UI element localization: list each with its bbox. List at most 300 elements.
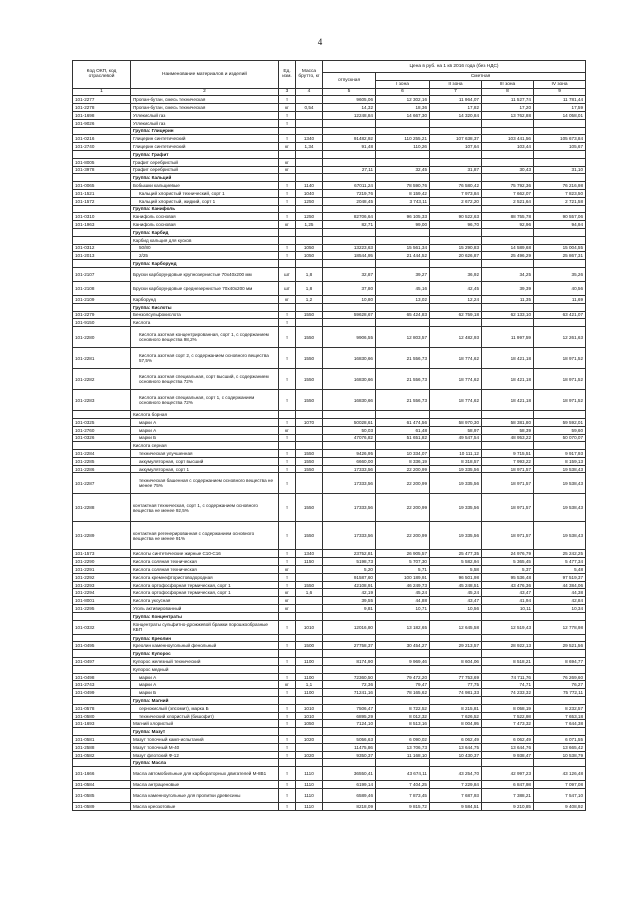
cell-name: Купорос железный технический — [131, 658, 279, 666]
cell-zone-1: 13 182,65 — [376, 620, 430, 634]
cell-code: 101-0584 — [73, 781, 131, 789]
cell-price: 42108,91 — [323, 581, 376, 589]
cell-zone-1 — [376, 228, 430, 236]
cell-zone-4: 50 070,07 — [534, 434, 586, 442]
table-row — [73, 558, 586, 566]
cell-price — [323, 236, 376, 244]
cell-price: 7124,10 — [323, 720, 376, 728]
cell-zone-3: 13 644,76 — [482, 743, 534, 751]
cell-zone-3: 18 971,57 — [482, 522, 534, 550]
cell-mass: 1100 — [296, 658, 323, 666]
cell-unit — [279, 174, 296, 182]
cell-zone-1: 22 200,99 — [376, 494, 430, 522]
cell-name: Мазут топочный камп-испытаний — [131, 736, 279, 744]
cell-zone-3 — [482, 127, 534, 135]
cell-zone-4: 10 538,79 — [534, 751, 586, 759]
cell-mass — [296, 442, 323, 450]
cell-name: контактная регенерированная с содержанием основного вещества не менее 91% — [131, 522, 279, 550]
cell-zone-4: 59,60 — [534, 426, 586, 434]
table-row — [73, 767, 586, 781]
cell-zone-3: 88 755,78 — [482, 213, 534, 221]
table-row — [73, 369, 586, 390]
cell-price — [323, 650, 376, 658]
group-row — [73, 697, 586, 705]
cell-zone-1: 45,24 — [376, 589, 430, 597]
cell-mass — [296, 111, 323, 119]
cell-zone-3 — [482, 665, 534, 673]
cell-unit — [279, 236, 296, 244]
col-num: 1 — [73, 88, 131, 96]
cell-mass — [296, 174, 323, 182]
cell-price: 9426,95 — [323, 450, 376, 458]
table-row — [73, 221, 586, 229]
cell-unit: т — [279, 434, 296, 442]
cell-name: Мазут топочный М-40 — [131, 743, 279, 751]
cell-zone-4: 76 269,60 — [534, 673, 586, 681]
header-zone-3: III зона — [482, 80, 534, 88]
cell-mass: 1,8 — [296, 267, 323, 281]
cell-name: Углекислый газ — [131, 119, 279, 127]
cell-name: Кислота соляная техническая — [131, 558, 279, 566]
cell-zone-3: 74,71 — [482, 681, 534, 689]
cell-zone-2: 96 501,98 — [430, 573, 482, 581]
cell-name: Группа: Карборунд — [131, 260, 279, 268]
cell-code: 101-0589 — [73, 803, 131, 811]
cell-unit — [279, 650, 296, 658]
cell-zone-3: 9 715,51 — [482, 450, 534, 458]
cell-price: 9350,37 — [323, 751, 376, 759]
cell-zone-3 — [482, 119, 534, 127]
cell-mass: 1020 — [296, 751, 323, 759]
cell-zone-2: 49 547,54 — [430, 434, 482, 442]
cell-zone-3 — [482, 174, 534, 182]
cell-code: 101-0581 — [73, 736, 131, 744]
cell-mass — [296, 566, 323, 574]
cell-name: Графит серебристый — [131, 158, 279, 166]
cell-zone-3 — [482, 759, 534, 767]
cell-zone-4: 15 004,55 — [534, 244, 586, 252]
cell-unit: т — [279, 252, 296, 260]
table-row — [73, 135, 586, 143]
cell-zone-4 — [534, 119, 586, 127]
cell-zone-4: 75 772,11 — [534, 689, 586, 697]
cell-code — [73, 228, 131, 236]
cell-mass — [296, 158, 323, 166]
cell-zone-4 — [534, 174, 586, 182]
cell-name: Кислота азотная специальная, сорт высший, с содержанием основного вещества 72% — [131, 369, 279, 390]
cell-price: 91482,92 — [323, 135, 376, 143]
cell-mass — [296, 96, 323, 104]
cell-code: 101-3978 — [73, 166, 131, 174]
cell-zone-2: 96,70 — [430, 221, 482, 229]
cell-zone-2: 74 981,33 — [430, 689, 482, 697]
cell-price — [323, 697, 376, 705]
cell-zone-2 — [430, 260, 482, 268]
table-row — [73, 457, 586, 465]
cell-zone-3: 9 938,47 — [482, 751, 534, 759]
cell-zone-4: 8 694,77 — [534, 658, 586, 666]
cell-zone-3: 58 381,80 — [482, 418, 534, 426]
cell-zone-2: 2 672,20 — [430, 197, 482, 205]
cell-zone-4: 14 058,01 — [534, 111, 586, 119]
table-row — [73, 166, 586, 174]
cell-code: 101-2281 — [73, 348, 131, 369]
cell-zone-1: 32,45 — [376, 166, 430, 174]
cell-price — [323, 119, 376, 127]
cell-unit: кг — [279, 681, 296, 689]
cell-zone-1: 78 165,62 — [376, 689, 430, 697]
cell-zone-1: 3 743,11 — [376, 197, 430, 205]
table-row — [73, 704, 586, 712]
cell-name: Пропан-бутан, смесь техническая — [131, 104, 279, 112]
cell-code: 101-2293 — [73, 581, 131, 589]
cell-zone-4: 7 097,08 — [534, 781, 586, 789]
cell-zone-2 — [430, 127, 482, 135]
cell-zone-4 — [534, 759, 586, 767]
cell-name: Кислоты синтетические жирные С10-С16 — [131, 550, 279, 558]
cell-unit: т — [279, 111, 296, 119]
cell-code — [73, 759, 131, 767]
cell-zone-3: 58,39 — [482, 426, 534, 434]
table-row — [73, 411, 586, 419]
cell-price — [323, 612, 376, 620]
cell-code: 101-0312 — [73, 244, 131, 252]
cell-unit: т — [279, 119, 296, 127]
table-row — [73, 642, 586, 650]
cell-code — [73, 665, 131, 673]
cell-price: 72360,50 — [323, 673, 376, 681]
cell-zone-2: 5 582,94 — [430, 558, 482, 566]
cell-zone-1 — [376, 411, 430, 419]
table-row — [73, 390, 586, 411]
cell-price: 16830,66 — [323, 369, 376, 390]
table-row — [73, 751, 586, 759]
cell-name: Кислота азотная специальная, сорт 1, с содержанием основного вещества 72% — [131, 390, 279, 411]
cell-zone-4: 8 159,13 — [534, 457, 586, 465]
cell-code: 101-9026 — [73, 119, 131, 127]
table-row — [73, 418, 586, 426]
cell-zone-4: 9 917,93 — [534, 450, 586, 458]
cell-code: 101-0310 — [73, 213, 131, 221]
cell-zone-1: 22 200,99 — [376, 522, 430, 550]
cell-zone-4 — [534, 127, 586, 135]
cell-unit: кг — [279, 597, 296, 605]
cell-zone-1: 96 105,33 — [376, 213, 430, 221]
cell-code — [73, 728, 131, 736]
cell-zone-1: 12 302,16 — [376, 96, 430, 104]
table-row — [73, 620, 586, 634]
cell-code — [73, 260, 131, 268]
cell-name: Кислота соляная техническая — [131, 566, 279, 574]
cell-price: 5,20 — [323, 566, 376, 574]
cell-zone-1: 18,36 — [376, 104, 430, 112]
cell-zone-3: 25 496,29 — [482, 252, 534, 260]
cell-zone-1 — [376, 303, 430, 311]
cell-zone-1: 14 667,30 — [376, 111, 430, 119]
table-row — [73, 327, 586, 348]
table-row — [73, 213, 586, 221]
cell-unit — [279, 303, 296, 311]
cell-zone-4 — [534, 303, 586, 311]
cell-name: Глицерин синтетический — [131, 135, 279, 143]
cell-unit: кг — [279, 605, 296, 613]
cell-zone-1: 8 722,52 — [376, 704, 430, 712]
cell-mass — [296, 665, 323, 673]
cell-zone-4: 7 653,18 — [534, 712, 586, 720]
cell-price: 17333,56 — [323, 473, 376, 494]
cell-name: Карборунд — [131, 295, 279, 303]
table-row — [73, 236, 586, 244]
cell-code: 101-2295 — [73, 605, 131, 613]
cell-zone-3: 18 421,18 — [482, 390, 534, 411]
cell-zone-1 — [376, 127, 430, 135]
cell-zone-3: 95 536,48 — [482, 573, 534, 581]
cell-name: Группа: Графит — [131, 150, 279, 158]
cell-zone-4: 2 721,58 — [534, 197, 586, 205]
cell-zone-3: 6 847,98 — [482, 781, 534, 789]
cell-mass — [296, 260, 323, 268]
cell-mass: 1550 — [296, 457, 323, 465]
cell-name: технический хлористый (бишофит) — [131, 712, 279, 720]
col-num: 9 — [534, 88, 586, 96]
cell-name: Бруски карборундовые крупнозернистые 70х40х200 мм — [131, 267, 279, 281]
cell-unit — [279, 612, 296, 620]
cell-zone-2: 45 248,51 — [430, 581, 482, 589]
table-row — [73, 522, 586, 550]
cell-mass: 1,8 — [296, 281, 323, 295]
cell-zone-4: 25 242,25 — [534, 550, 586, 558]
cell-unit — [279, 411, 296, 419]
cell-name: Группа: Концентраты — [131, 612, 279, 620]
cell-mass: 1250 — [296, 197, 323, 205]
cell-mass — [296, 634, 323, 642]
group-row — [73, 728, 586, 736]
cell-zone-1: 7 873,45 — [376, 789, 430, 803]
cell-price: 13223,63 — [323, 244, 376, 252]
cell-unit: т — [279, 450, 296, 458]
cell-zone-2: 12 482,93 — [430, 327, 482, 348]
cell-unit: т — [279, 658, 296, 666]
cell-code: 101-2288 — [73, 494, 131, 522]
cell-name: техническая башенная с содержанием основного вещества не менее 75% — [131, 473, 279, 494]
group-row — [73, 260, 586, 268]
cell-zone-2: 19 335,56 — [430, 522, 482, 550]
cell-zone-4 — [534, 634, 586, 642]
cell-zone-1: 21 556,73 — [376, 369, 430, 390]
cell-price — [323, 228, 376, 236]
cell-code — [73, 634, 131, 642]
cell-unit: т — [279, 751, 296, 759]
cell-zone-1: 8 012,32 — [376, 712, 430, 720]
cell-price: 47076,82 — [323, 434, 376, 442]
cell-zone-1: 10,71 — [376, 605, 430, 613]
cell-zone-2: 7 973,84 — [430, 189, 482, 197]
cell-name: Кислота ортофосфорная термическая, сорт 1 — [131, 581, 279, 589]
cell-price: 72,36 — [323, 681, 376, 689]
cell-unit: шт — [279, 281, 296, 295]
cell-name: Кислота уксусная — [131, 597, 279, 605]
cell-code: 101-0578 — [73, 704, 131, 712]
cell-name: Креолин каменноугольный фенольный — [131, 642, 279, 650]
cell-zone-3 — [482, 697, 534, 705]
cell-zone-1: 44,88 — [376, 597, 430, 605]
cell-zone-2: 62 759,18 — [430, 311, 482, 319]
cell-name: 50/80 — [131, 244, 279, 252]
cell-mass — [296, 697, 323, 705]
cell-name: Графит серебристый — [131, 166, 279, 174]
cell-zone-3: 14 589,68 — [482, 244, 534, 252]
cell-zone-4: 97 519,37 — [534, 573, 586, 581]
cell-price: 9605,06 — [323, 96, 376, 104]
cell-name: Масла каменноугольные для пропитки древесины — [131, 789, 279, 803]
cell-zone-1 — [376, 612, 430, 620]
cell-mass — [296, 759, 323, 767]
cell-zone-4: 9 408,92 — [534, 803, 586, 811]
cell-mass: 1100 — [296, 673, 323, 681]
cell-zone-2 — [430, 150, 482, 158]
cell-zone-4: 19 538,43 — [534, 465, 586, 473]
group-row — [73, 303, 586, 311]
cell-mass: 1,6 — [296, 589, 323, 597]
cell-mass: 1110 — [296, 803, 323, 811]
cell-unit: кг — [279, 143, 296, 151]
cell-unit: т — [279, 213, 296, 221]
cell-unit: т — [279, 704, 296, 712]
cell-unit: т — [279, 473, 296, 494]
cell-zone-2: 18 774,62 — [430, 369, 482, 390]
cell-mass: 1550 — [296, 311, 323, 319]
cell-name: Группа: Кислоты — [131, 303, 279, 311]
cell-name: Масла креозотовые — [131, 803, 279, 811]
cell-zone-4 — [534, 411, 586, 419]
cell-zone-1: 30 454,27 — [376, 642, 430, 650]
table-row — [73, 597, 586, 605]
cell-zone-3 — [482, 236, 534, 244]
cell-code: 101-2279 — [73, 311, 131, 319]
cell-code: 101-0585 — [73, 789, 131, 803]
cell-zone-3: 74 711,76 — [482, 673, 534, 681]
cell-code: 101-2292 — [73, 573, 131, 581]
cell-name: марки А — [131, 418, 279, 426]
cell-zone-3: 11 997,59 — [482, 327, 534, 348]
cell-unit: т — [279, 327, 296, 348]
cell-zone-2: 18 774,62 — [430, 348, 482, 369]
cell-zone-1: 21 444,52 — [376, 252, 430, 260]
cell-zone-1: 12 803,57 — [376, 327, 430, 348]
cell-zone-4: 11 781,44 — [534, 96, 586, 104]
table-row — [73, 681, 586, 689]
cell-price: 42,19 — [323, 589, 376, 597]
cell-zone-2: 18 774,62 — [430, 390, 482, 411]
cell-price: 50028,61 — [323, 418, 376, 426]
table-row — [73, 658, 586, 666]
cell-code: 101-2588 — [73, 743, 131, 751]
cell-zone-1: 43 674,11 — [376, 767, 430, 781]
cell-unit: кг — [279, 295, 296, 303]
table-row — [73, 189, 586, 197]
cell-unit: кг — [279, 104, 296, 112]
cell-zone-3: 8 058,19 — [482, 704, 534, 712]
cell-zone-4: 7 547,10 — [534, 789, 586, 803]
cell-unit: кг — [279, 589, 296, 597]
cell-zone-3: 103 441,56 — [482, 135, 534, 143]
cell-zone-4: 19 538,43 — [534, 522, 586, 550]
cell-zone-4: 90 557,06 — [534, 213, 586, 221]
cell-code: 101-0582 — [73, 751, 131, 759]
cell-mass — [296, 605, 323, 613]
table-row — [73, 111, 586, 119]
cell-zone-2 — [430, 759, 482, 767]
col-num: 4 — [296, 88, 323, 96]
cell-code: 101-1693 — [73, 720, 131, 728]
cell-price — [323, 319, 376, 327]
cell-zone-3: 62 133,10 — [482, 311, 534, 319]
cell-price: 50,03 — [323, 426, 376, 434]
cell-zone-2: 8 604,06 — [430, 658, 482, 666]
table-row — [73, 550, 586, 558]
cell-zone-2: 58 970,30 — [430, 418, 482, 426]
cell-zone-4 — [534, 697, 586, 705]
cell-zone-4: 63 421,07 — [534, 311, 586, 319]
cell-price: 9906,55 — [323, 327, 376, 348]
cell-zone-1: 6 090,02 — [376, 736, 430, 744]
cell-zone-1: 8 336,19 — [376, 457, 430, 465]
header-name: Наименование материалов и изделий — [131, 61, 279, 89]
cell-zone-2 — [430, 634, 482, 642]
cell-zone-1: 65 424,83 — [376, 311, 430, 319]
cell-code: 101-9150 — [73, 319, 131, 327]
cell-name: Группа: Кальций — [131, 174, 279, 182]
cell-code: 101-1572 — [73, 197, 131, 205]
cell-name: Концентраты сульфитно-дрожжевой бражки порошкообразные КБП — [131, 620, 279, 634]
cell-code: 101-2284 — [73, 450, 131, 458]
col-num: 8 — [482, 88, 534, 96]
cell-name: Канифоль сосновая — [131, 213, 279, 221]
cell-zone-3: 41,94 — [482, 597, 534, 605]
cell-price: 32,87 — [323, 267, 376, 281]
cell-zone-3: 103,44 — [482, 143, 534, 151]
cell-unit: т — [279, 244, 296, 252]
cell-name: Группа: Глицерин — [131, 127, 279, 135]
cell-zone-3: 18 971,57 — [482, 465, 534, 473]
cell-zone-1: 79,47 — [376, 681, 430, 689]
cell-zone-2 — [430, 174, 482, 182]
cell-code: 101-2285 — [73, 457, 131, 465]
cell-code — [73, 174, 131, 182]
cell-unit — [279, 127, 296, 135]
cell-zone-3: 18 971,57 — [482, 494, 534, 522]
table-row — [73, 465, 586, 473]
cell-zone-4: 76,27 — [534, 681, 586, 689]
cell-zone-3 — [482, 650, 534, 658]
cell-mass: 1550 — [296, 450, 323, 458]
cell-zone-2 — [430, 650, 482, 658]
cell-zone-2: 45,24 — [430, 589, 482, 597]
cell-zone-3: 30,43 — [482, 166, 534, 174]
cell-price: 67011,24 — [323, 182, 376, 190]
cell-name: Масла антраценовые — [131, 781, 279, 789]
cell-zone-1: 22 200,99 — [376, 473, 430, 494]
cell-zone-2 — [430, 158, 482, 166]
cell-code — [73, 411, 131, 419]
cell-zone-4 — [534, 319, 586, 327]
group-row — [73, 759, 586, 767]
cell-unit: т — [279, 348, 296, 369]
cell-zone-2: 8 215,81 — [430, 704, 482, 712]
cell-zone-3 — [482, 303, 534, 311]
cell-unit: т — [279, 311, 296, 319]
cell-code — [73, 612, 131, 620]
